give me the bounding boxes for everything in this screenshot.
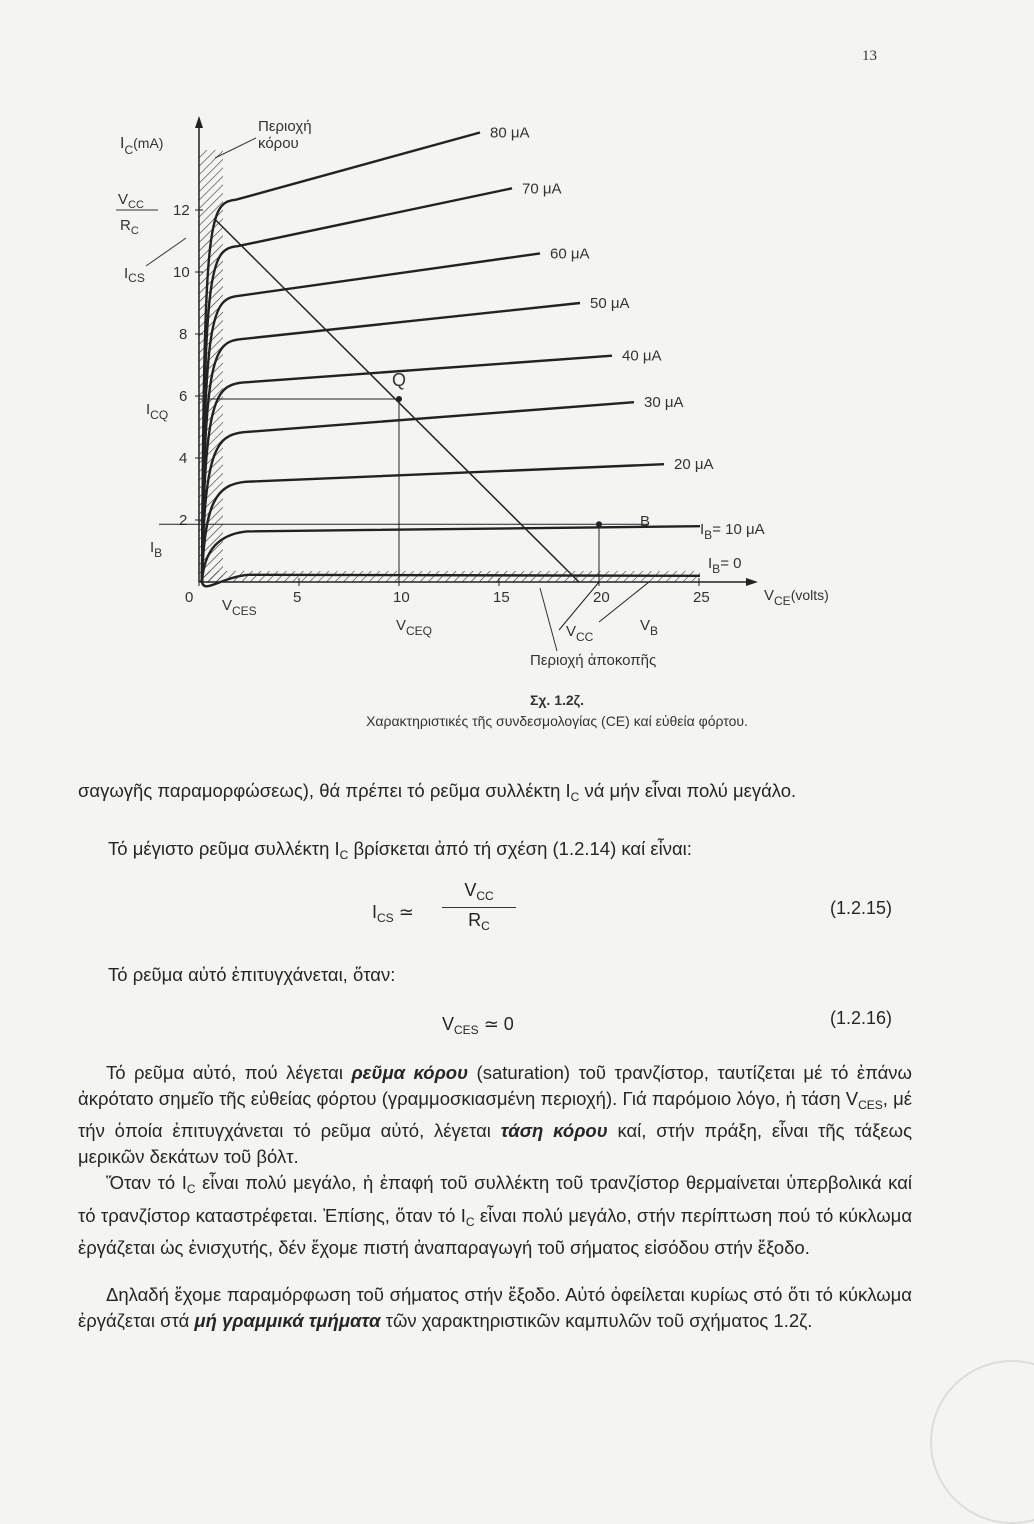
vces-label: $V_{CES}$ [222,597,257,618]
characteristic-curve [202,303,580,582]
x-tick-label: 10 [393,589,410,606]
paragraph-4: Τό ρεῦμα αὐτό, πού λέγεται ρεῦμα κόρου (saturation) τοῦ τρανζίστορ, ταυτίζεται μέ τό ἐπάνω ἀκρότατο σημεῖο τῆς εὐθείας φόρτου (γραμμοσκιασμένη περιοχή). Γιά παρόμοιο λόγο, ἡ τάση $V_{CES}$, μέ τήν ὁποία ἐπιτυγχάνεται τό ρεῦμα αὐτό, λέγεται τάση κόρου καί, στήν πράξη, εἶναι τῆς τάξεως μερικῶν δεκάτων τοῦ βόλτ. [78,1062,913,1167]
y-tick-label: 6 [179,388,188,405]
ics-pointer [146,238,186,266]
vb-label: $V_B$ [640,617,659,638]
ics-label: $I_{CS}$ [124,265,145,285]
vcc-rc-denominator: $R_C$ [120,217,139,237]
paragraph-1: σαγωγῆς παραμορφώσεως), θά πρέπει τό ρεῦμα συλλέκτη $I_C$ νά μήν εἶναι πολύ μεγάλο. [78,780,797,804]
equation-2: $V_{CES}$ ≃ 0 [442,1014,514,1037]
figure-caption-text: Χαρακτηριστικές τῆς συνδεσμολογίας (CE) καί εὐθεία φόρτου. [366,713,748,729]
characteristic-curves-chart [0,0,1034,760]
y-tick-label: 2 [179,512,188,529]
x-tick-label: 15 [493,589,510,606]
cutoff-pointer-1 [540,588,557,651]
characteristic-curve [202,402,634,582]
characteristic-curve [202,188,512,582]
characteristic-curve [202,253,540,582]
paragraph-2: Τό μέγιστο ρεῦμα συλλέκτη $I_C$ βρίσκεται ἀπό τή σχέση (1.2.14) καί εἶναι: [108,838,692,862]
icq-label: $I_{CQ}$ [146,401,169,422]
curve-label: 40 μA [622,347,662,365]
curve-label: 20 μA [674,456,714,474]
y-axis-label: $I_C(mA)$ [120,135,164,157]
cutoff-label: Περιοχή ἀποκοπῆς [530,652,657,669]
x-axis-arrow [746,578,758,586]
vcc-pointer [559,582,599,630]
characteristic-curve [202,133,480,583]
curve-label: 60 μA [550,245,590,263]
curve-label: 70 μA [522,180,562,198]
equation-2-number: (1.2.16) [830,1008,893,1028]
x-tick-label: 0 [185,589,194,606]
curve-label: 50 μA [590,295,630,312]
x-tick-label: 5 [293,589,302,606]
ib-10-label: $I_B= 10$ μA [700,521,765,542]
x-tick-label: 25 [693,589,710,606]
q-point [396,396,402,402]
y-axis-arrow [195,116,203,128]
ib-0-label: $I_B= 0$ [708,555,742,576]
saturation-label-1: Περιοχή [258,118,312,135]
library-stamp [930,1360,1034,1524]
vcc-rc-numerator: $V_{CC}$ [118,191,144,211]
y-tick-label: 10 [173,264,190,281]
curve-label: 80 μA [490,124,530,142]
q-point-label: Q [392,370,407,390]
y-tick-label: 12 [173,202,190,219]
saturation-label-2: κόρου [258,135,299,152]
characteristic-curve [202,464,664,582]
saturation-pointer [215,138,256,158]
y-tick-label: 4 [179,450,188,467]
equation-1-number: (1.2.15) [830,898,893,918]
equation-1-fraction: $V_{CC}$ $R_C$ [442,880,516,933]
equation-1-lhs: $I_{CS}$ ≃ [372,902,414,925]
paragraph-5: Ὅταν τό $I_C$ εἶναι πολύ μεγάλο, ἡ ἐπαφή τοῦ συλλέκτη τοῦ τρανζίστορ θερμαίνεται ὑπερβολικά καί τό τρανζίστορ καταστρέφεται. Ἐπίσης, ὅταν τό $I_C$ εἶναι πολύ μεγάλο, στήν περίπτωση πού τό κύκλωμα ἐργάζεται ὡς ἐνισχυτής, δέν ἔχομε πιστή ἀναπαραγωγή τοῦ σήματος εἰσόδου στήν ἔξοδο. [78,1172,913,1259]
x-tick-label: 20 [593,589,610,606]
vcc-label: $V_{CC}$ [566,623,594,644]
page-number: 13 [862,48,877,64]
ib-label: $I_B$ [150,539,163,560]
figure-caption-number: Σχ. 1.2ζ. [529,692,585,708]
y-tick-label: 8 [179,326,188,343]
x-axis-label: $V_{CE}(volts)$ [764,587,829,608]
curve-label: 30 μA [644,394,684,412]
paragraph-3: Τό ρεῦμα αὐτό ἐπιτυγχάνεται, ὅταν: [108,964,396,985]
vceq-label: $V_{CEQ}$ [396,617,433,638]
b-point-label: B [640,513,651,530]
paragraph-6: Δηλαδή ἔχομε παραμόρφωση τοῦ σήματος στήν ἔξοδο. Αὐτό ὀφείλεται κυρίως στό ὅτι τό κύκλωμα ἐργάζεται στά μή γραμμικά τμήματα τῶν χαρακτηριστικῶν καμπυλῶν τοῦ σχήματος 1.2ζ. [78,1284,912,1331]
